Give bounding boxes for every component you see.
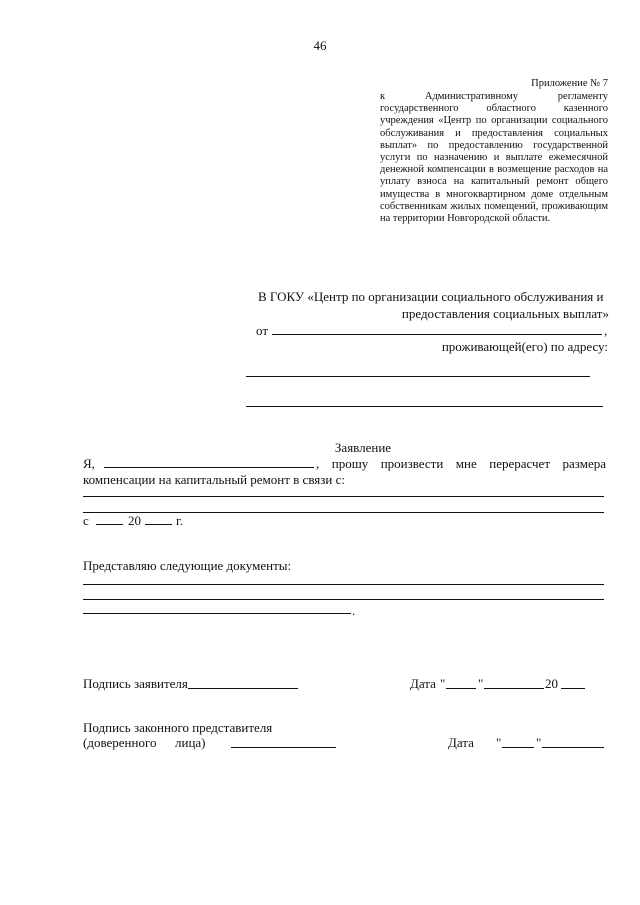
applicant-signature-line[interactable] — [188, 688, 298, 689]
address-line-1[interactable] — [246, 376, 590, 377]
applicant-date-quote-close: " — [478, 676, 484, 691]
appendix-title: Приложение № 7 — [531, 78, 608, 89]
representative-label-b: лица) — [175, 735, 206, 750]
reason-line-2[interactable] — [83, 512, 604, 513]
applicant-date-label: Дата — [410, 676, 436, 691]
date-year-suffix: г. — [176, 513, 184, 528]
representative-date-day-line[interactable] — [502, 747, 534, 748]
from-name-line[interactable] — [272, 334, 602, 335]
representative-label-a: (доверенного — [83, 735, 157, 750]
addressee-line1: В ГОКУ «Центр по организации социального обслуживания и — [258, 289, 604, 304]
address-label: проживающей(его) по адресу: — [441, 339, 608, 354]
request-text-2: компенсации на капитальный ремонт в связи с: — [83, 472, 345, 487]
statement-title: Заявление — [334, 440, 392, 455]
address-line-2[interactable] — [246, 406, 603, 407]
applicant-signature-label: Подпись заявителя — [83, 676, 188, 691]
representative-date-quote-open: " — [496, 735, 502, 750]
from-label: от — [256, 323, 269, 338]
page-number: 46 — [313, 38, 327, 53]
representative-date-label: Дата — [448, 735, 474, 750]
addressee-line2: предоставления социальных выплат» — [401, 306, 609, 321]
documents-line-1[interactable] — [83, 584, 604, 585]
documents-line-3[interactable] — [83, 613, 351, 614]
date-year-prefix: 20 — [128, 513, 141, 528]
documents-label: Представляю следующие документы: — [83, 558, 292, 573]
i-label: Я, — [83, 456, 95, 471]
applicant-name-line[interactable] — [104, 467, 314, 468]
date-from-label: с — [83, 513, 89, 528]
applicant-date-month-line[interactable] — [484, 688, 544, 689]
representative-signature-label: Подпись законного представителя — [83, 720, 273, 735]
request-text: , прошу произвести мне перерасчет размера — [316, 456, 606, 471]
applicant-date-quote-open: " — [440, 676, 446, 691]
documents-end-dot: . — [352, 603, 356, 618]
documents-line-2[interactable] — [83, 599, 604, 600]
applicant-date-day-line[interactable] — [446, 688, 476, 689]
date-year-line[interactable] — [145, 524, 172, 525]
representative-date-quote-close: " — [536, 735, 542, 750]
applicant-date-year: 20 — [545, 676, 558, 691]
appendix-body: к Административному регламенту государственного областного казенного учреждения «Центр по организации социального обслуживания и предоставления социальных выплат» по предоставлению государственной услуги по назначению и выплате ежемесячной денежной компенсации в возмещение расходов на уплату взноса на капитальный ремонт общего имущества в многоквартирном доме отдельным собственникам жилых помещений, проживающим на территории Новгородской области. — [380, 91, 608, 225]
reason-line-1[interactable] — [83, 496, 604, 497]
representative-signature-line[interactable] — [231, 747, 336, 748]
date-day-line[interactable] — [96, 524, 123, 525]
from-comma: , — [604, 323, 608, 338]
applicant-date-year-line[interactable] — [561, 688, 585, 689]
representative-date-month-line[interactable] — [542, 747, 604, 748]
